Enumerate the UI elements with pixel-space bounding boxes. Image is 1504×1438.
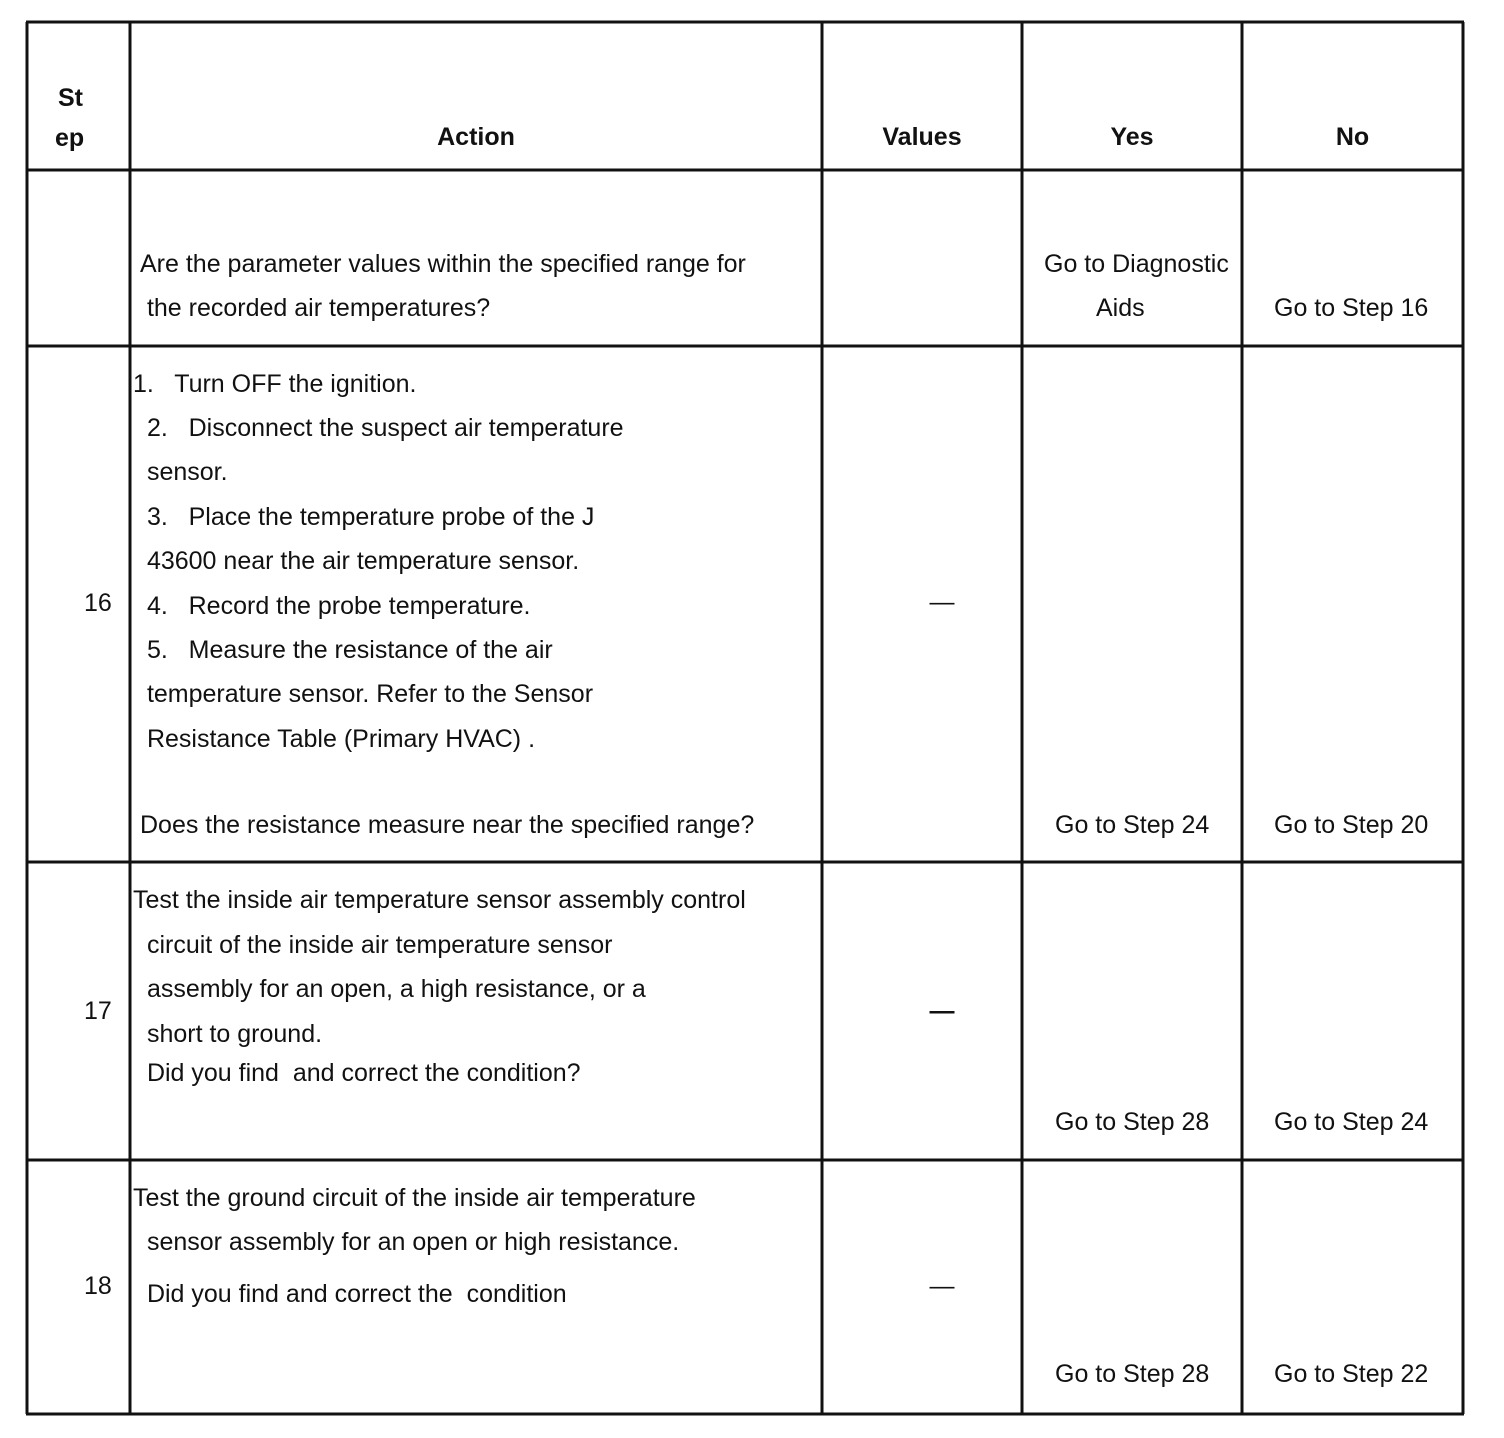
action-line: Are the parameter values within the specified range for bbox=[140, 250, 746, 278]
header-no: No bbox=[1335, 123, 1370, 151]
value-dash: — bbox=[929, 588, 955, 616]
no-outcome: Go to Step 24 bbox=[1274, 1108, 1429, 1136]
header-step-line2: ep bbox=[55, 124, 85, 152]
header-action: Action bbox=[437, 123, 515, 151]
no-outcome: Go to Step 22 bbox=[1274, 1360, 1429, 1388]
action-line: 43600 near the air temperature sensor. bbox=[140, 547, 580, 575]
yes-outcome: Go to Step 28 bbox=[1055, 1108, 1210, 1136]
action-question: Did you find and correct the condition? bbox=[140, 1059, 581, 1087]
step-number: 18 bbox=[84, 1272, 112, 1300]
yes-cell-clip bbox=[1024, 250, 1241, 280]
action-line: Resistance Table (Primary HVAC) . bbox=[140, 725, 536, 753]
action-line: short to ground. bbox=[140, 1020, 323, 1048]
action-question: Did you find and correct the condition bbox=[140, 1280, 567, 1308]
action-line: Test the ground circuit of the inside air temperature bbox=[133, 1184, 696, 1212]
step-number: 16 bbox=[84, 589, 112, 617]
action-line: circuit of the inside air temperature sensor bbox=[140, 931, 613, 959]
action-line: 5. Measure the resistance of the air bbox=[140, 636, 553, 664]
header-yes: Yes bbox=[1110, 123, 1154, 151]
header-values: Values bbox=[882, 123, 962, 151]
value-dash: — bbox=[929, 1272, 955, 1300]
action-line: 1. Turn OFF the ignition. bbox=[133, 370, 417, 398]
yes-outcome: Go to Step 24 bbox=[1055, 811, 1210, 839]
no-outcome: Go to Step 20 bbox=[1274, 811, 1429, 839]
action-line: 3. Place the temperature probe of the J bbox=[140, 503, 595, 531]
action-line: assembly for an open, a high resistance, or a bbox=[140, 975, 646, 1003]
yes-outcome-line1: Go to Diagnostic bbox=[1044, 250, 1229, 278]
header-step-line1: St bbox=[58, 84, 83, 112]
action-line: 4. Record the probe temperature. bbox=[140, 592, 531, 620]
action-line: the recorded air temperatures? bbox=[140, 294, 491, 322]
action-line: temperature sensor. Refer to the Sensor bbox=[140, 680, 594, 708]
action-question: Does the resistance measure near the specified range? bbox=[140, 811, 755, 839]
yes-outcome-line2: Aids bbox=[1096, 294, 1145, 322]
yes-outcome: Go to Step 28 bbox=[1055, 1360, 1210, 1388]
no-outcome: Go to Step 16 bbox=[1274, 294, 1429, 322]
action-line: Test the inside air temperature sensor assembly control bbox=[133, 886, 746, 914]
step-number: 17 bbox=[84, 997, 112, 1025]
value-dash: — bbox=[929, 997, 955, 1025]
action-line: sensor assembly for an open or high resistance. bbox=[140, 1228, 680, 1256]
action-line: 2. Disconnect the suspect air temperature bbox=[140, 414, 624, 442]
action-line: sensor. bbox=[140, 458, 228, 486]
